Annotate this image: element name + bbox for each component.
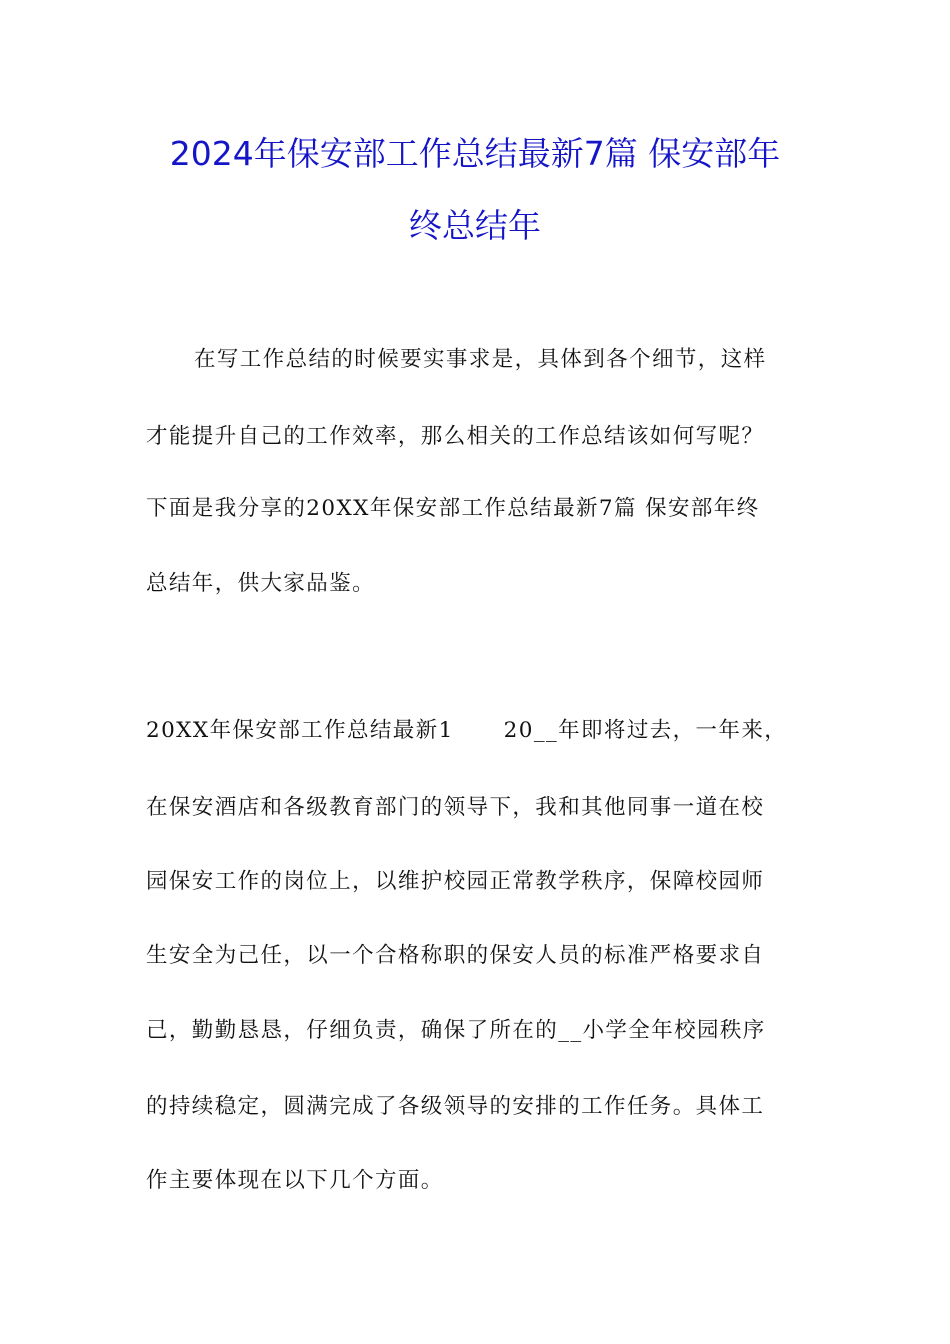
intro-paragraph-line: 在写工作总结的时候要实事求是，具体到各个细节，这样: [194, 347, 767, 372]
section-1-paragraph-line: 在保安酒店和各级教育部门的领导下，我和其他同事一道在校: [146, 795, 765, 820]
document-title-line-2: 终总结年: [409, 206, 541, 245]
section-1-paragraph-line: 园保安工作的岗位上，以维护校园正常教学秩序，保障校园师: [146, 869, 765, 894]
intro-paragraph-line: 才能提升自己的工作效率，那么相关的工作总结该如何写呢？: [146, 424, 765, 449]
intro-paragraph-line: 总结年，供大家品鉴。: [146, 571, 376, 596]
section-1-paragraph-line: 己，勤勤恳恳，仔细负责，确保了所在的__小学全年校园秩序: [146, 1018, 766, 1043]
section-1-first-line: [146, 716, 806, 746]
section-1-heading: 20XX年保安部工作总结最新1: [146, 718, 454, 743]
intro-paragraph-line: 下面是我分享的20XX年保安部工作总结最新7篇 保安部年终: [146, 496, 760, 521]
section-1-paragraph-line: 的持续稳定，圆满完成了各级领导的安排的工作任务。具体工: [146, 1094, 765, 1119]
document-title-line-1: 2024年保安部工作总结最新7篇 保安部年: [169, 134, 781, 173]
section-1-opening: 20__年即将过去，一年来，: [503, 718, 788, 743]
section-1-paragraph-line: 生安全为己任，以一个合格称职的保安人员的标准严格要求自: [146, 943, 765, 968]
section-1-paragraph-line: 作主要体现在以下几个方面。: [146, 1168, 444, 1193]
